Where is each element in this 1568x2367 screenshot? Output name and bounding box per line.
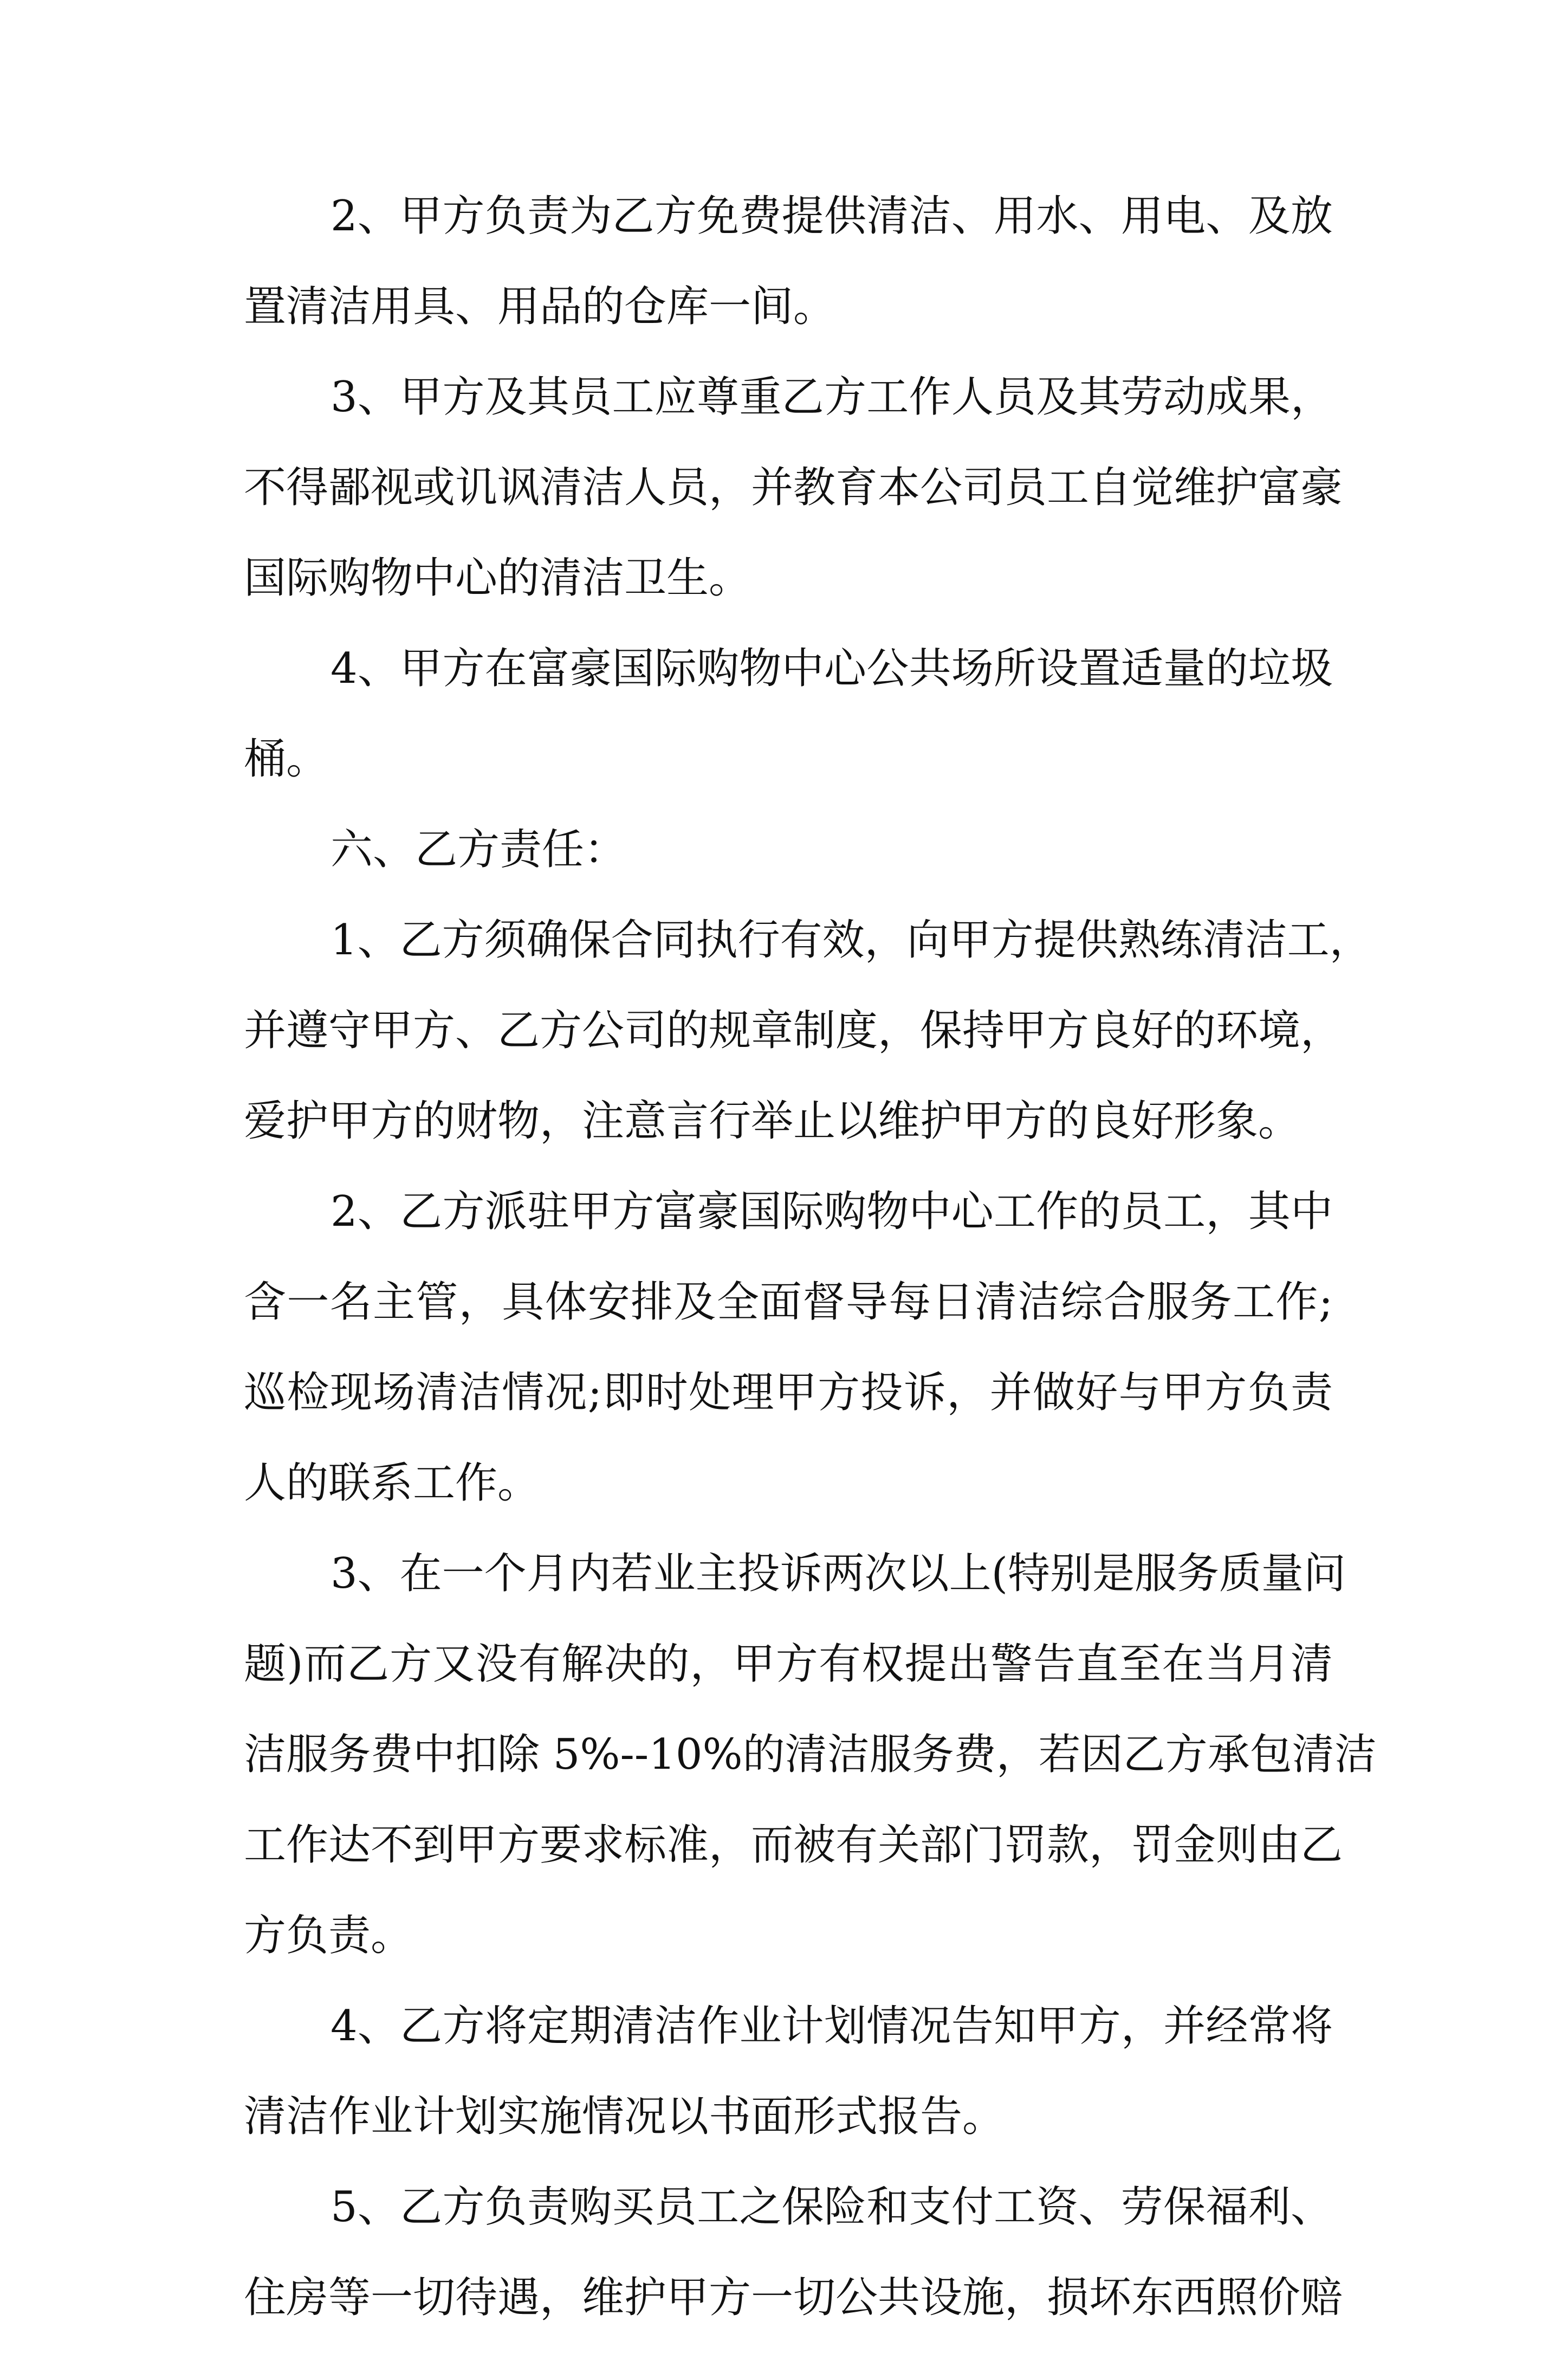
document-body <box>244 192 1377 2367</box>
text-line: 住房等一切待遇，维护甲方一切公共设施，损坏东西照价赔 <box>244 2273 1343 2322</box>
text-line: 工作达不到甲方要求标准，而被有关部门罚款，罚金则由乙 <box>244 1821 1343 1870</box>
text-line: 巡检现场清洁情况;即时处理甲方投诉，并做好与甲方负责 <box>244 1368 1333 1417</box>
text-line: 洁服务费中扣除 5%--10%的清洁服务费，若因乙方承包清洁 <box>244 1730 1377 1779</box>
text-line: 国际购物中心的清洁卫生。 <box>244 554 751 603</box>
text-line: 5、乙方负责购买员工之保险和支付工资、劳保福利、 <box>331 2183 1333 2232</box>
text-line: 含一名主管，具体安排及全面督导每日清洁综合服务工作; <box>244 1278 1333 1327</box>
text-line: 3、在一个月内若业主投诉两次以上(特别是服务质量问 <box>331 1549 1346 1598</box>
text-line: 置清洁用具、用品的仓库一间。 <box>244 282 836 331</box>
text-line: 并遵守甲方、乙方公司的规章制度，保持甲方良好的环境， <box>244 1006 1343 1055</box>
text-line: 题)而乙方又没有解决的，甲方有权提出警告直至在当月清 <box>244 1640 1333 1689</box>
section-heading: 六、乙方责任： <box>331 825 627 874</box>
text-line: 1、乙方须确保合同执行有效，向甲方提供熟练清洁工， <box>331 916 1372 965</box>
text-line: 清洁作业计划实施情况以书面形式报告。 <box>244 2092 1005 2141</box>
text-line: 人的联系工作。 <box>244 1459 540 1508</box>
text-line: 3、甲方及其员工应尊重乙方工作人员及其劳动成果， <box>331 373 1333 422</box>
text-line: 2、甲方负责为乙方免费提供清洁、用水、用电、及放 <box>331 192 1333 241</box>
text-line: 4、甲方在富豪国际购物中心公共场所设置适量的垃圾 <box>331 644 1333 693</box>
text-line: 桶。 <box>244 735 329 784</box>
text-line: 不得鄙视或讥讽清洁人员，并教育本公司员工自觉维护富豪 <box>244 463 1343 512</box>
text-line: 4、乙方将定期清洁作业计划情况告知甲方，并经常将 <box>331 2002 1333 2051</box>
text-line: 方负责。 <box>244 1911 413 1960</box>
text-line: 2、乙方派驻甲方富豪国际购物中心工作的员工，其中 <box>331 1187 1333 1236</box>
text-line: 爱护甲方的财物，注意言行举止以维护甲方的良好形象。 <box>244 1097 1301 1146</box>
